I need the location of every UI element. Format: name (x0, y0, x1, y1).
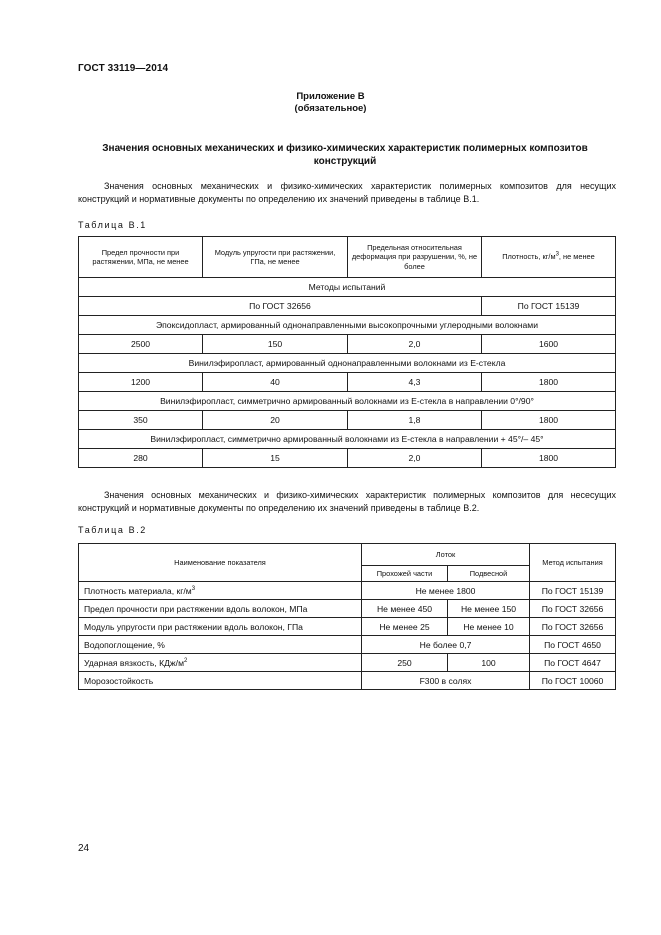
method-cell: По ГОСТ 32656 (79, 297, 482, 316)
material-group-name: Эпоксидопласт, армированный однонаправленными высокопрочными углеродными волокнами (79, 316, 616, 335)
header-cell: Предел прочности при растяжении, МПа, не менее (79, 237, 203, 278)
table-2-label: Таблица В.2 (78, 525, 147, 535)
value-cell: 1,8 (348, 411, 482, 430)
value-cell: Не менее 25 (362, 618, 448, 636)
header-text: , не менее (558, 252, 595, 262)
method-cell: По ГОСТ 32656 (530, 618, 616, 636)
table-row (79, 297, 616, 316)
value-cell: 15 (203, 449, 348, 468)
superscript: 3 (191, 585, 196, 592)
value-cell: 1600 (482, 335, 616, 354)
value-cell: F300 в солях (362, 672, 530, 690)
appendix-heading (0, 91, 661, 115)
table-1-label: Таблица В.1 (78, 220, 147, 230)
method-cell: По ГОСТ 4647 (530, 654, 616, 672)
appendix-subtitle: (обязательное) (294, 103, 367, 114)
property-name (79, 654, 362, 672)
table-row (79, 411, 616, 430)
header-text: Плотность, кг/м (502, 252, 556, 262)
intro-paragraph-2: Значения основных механических и физико-химических характеристик полимерных композитов для несесущих конструкций и нормативные документы по определению их значений приведены в таблице В.2. (78, 490, 616, 513)
table-row (79, 449, 616, 468)
property-name: Морозостойкость (79, 672, 362, 690)
value-cell: 2,0 (348, 449, 482, 468)
header-cell: Модуль упругости при растяжении, ГПа, не менее (203, 237, 348, 278)
appendix-title: Приложение В (296, 91, 365, 102)
page-number: 24 (78, 843, 90, 854)
property-name: Предел прочности при растяжении вдоль волокон, МПа (79, 600, 362, 618)
table-row (79, 354, 616, 373)
method-cell: По ГОСТ 4650 (530, 636, 616, 654)
table-row (79, 582, 616, 600)
header-cell: Прохожей части (362, 566, 448, 582)
table-row (79, 373, 616, 392)
value-cell: 100 (448, 654, 530, 672)
table-2 (78, 543, 616, 690)
table-header-row (79, 544, 616, 566)
table-row (79, 392, 616, 411)
table-row (79, 316, 616, 335)
value-cell: Не менее 450 (362, 600, 448, 618)
table-row (79, 335, 616, 354)
header-cell (482, 237, 616, 278)
header-cell: Наименование показателя (79, 544, 362, 582)
material-group-name: Винилэфиропласт, симметрично армированный волокнами из Е-стекла в направлении 0°/90° (79, 392, 616, 411)
header-cell: Предельная относительная деформация при разрушении, %, не более (348, 237, 482, 278)
property-name: Модуль упругости при растяжении вдоль волокон, ГПа (79, 618, 362, 636)
header-cell: Лоток (362, 544, 530, 566)
value-cell: 40 (203, 373, 348, 392)
table-row (79, 618, 616, 636)
table-row (79, 672, 616, 690)
value-cell: 250 (362, 654, 448, 672)
standard-header: ГОСТ 33119—2014 (78, 63, 169, 74)
value-cell: Не менее 150 (448, 600, 530, 618)
value-cell: 20 (203, 411, 348, 430)
value-cell: Не менее 10 (448, 618, 530, 636)
method-cell: По ГОСТ 15139 (530, 582, 616, 600)
table-header-row (79, 237, 616, 278)
value-cell: 1800 (482, 411, 616, 430)
value-cell: Не менее 1800 (362, 582, 530, 600)
methods-heading: Методы испытаний (79, 278, 616, 297)
table-row (79, 278, 616, 297)
superscript: 2 (183, 657, 188, 664)
intro-paragraph-1: Значения основных механических и физико-химических характеристик полимерных композитов для несущих конструкций и нормативные документы по определению их значений приведены в таблице В.1. (78, 181, 616, 204)
table-row (79, 636, 616, 654)
property-name: Водопоглощение, % (79, 636, 362, 654)
value-cell: 1800 (482, 449, 616, 468)
value-cell: 2500 (79, 335, 203, 354)
property-text: Ударная вязкость, КДж/м (84, 657, 184, 668)
property-text: Плотность материала, кг/м (84, 585, 192, 596)
header-cell: Подвесной (448, 566, 530, 582)
table-row (79, 430, 616, 449)
value-cell: 4,3 (348, 373, 482, 392)
section-title: Значения основных механических и физико-химических характеристик полимерных композитов конструкций (102, 143, 588, 167)
method-cell: По ГОСТ 32656 (530, 600, 616, 618)
table-row (79, 600, 616, 618)
method-cell: По ГОСТ 15139 (482, 297, 616, 316)
method-cell: По ГОСТ 10060 (530, 672, 616, 690)
material-group-name: Винилэфиропласт, армированный однонаправленными волокнами из Е-стекла (79, 354, 616, 373)
value-cell: 1800 (482, 373, 616, 392)
table-row (79, 654, 616, 672)
value-cell: 2,0 (348, 335, 482, 354)
value-cell: 280 (79, 449, 203, 468)
table-1 (78, 236, 616, 468)
value-cell: Не более 0,7 (362, 636, 530, 654)
value-cell: 350 (79, 411, 203, 430)
material-group-name: Винилэфиропласт, симметрично армированный волокнами из Е-стекла в направлении + 45°/– 45° (79, 430, 616, 449)
value-cell: 1200 (79, 373, 203, 392)
property-name (79, 582, 362, 600)
superscript: 3 (555, 251, 559, 258)
value-cell: 150 (203, 335, 348, 354)
header-cell: Метод испытания (530, 544, 616, 582)
